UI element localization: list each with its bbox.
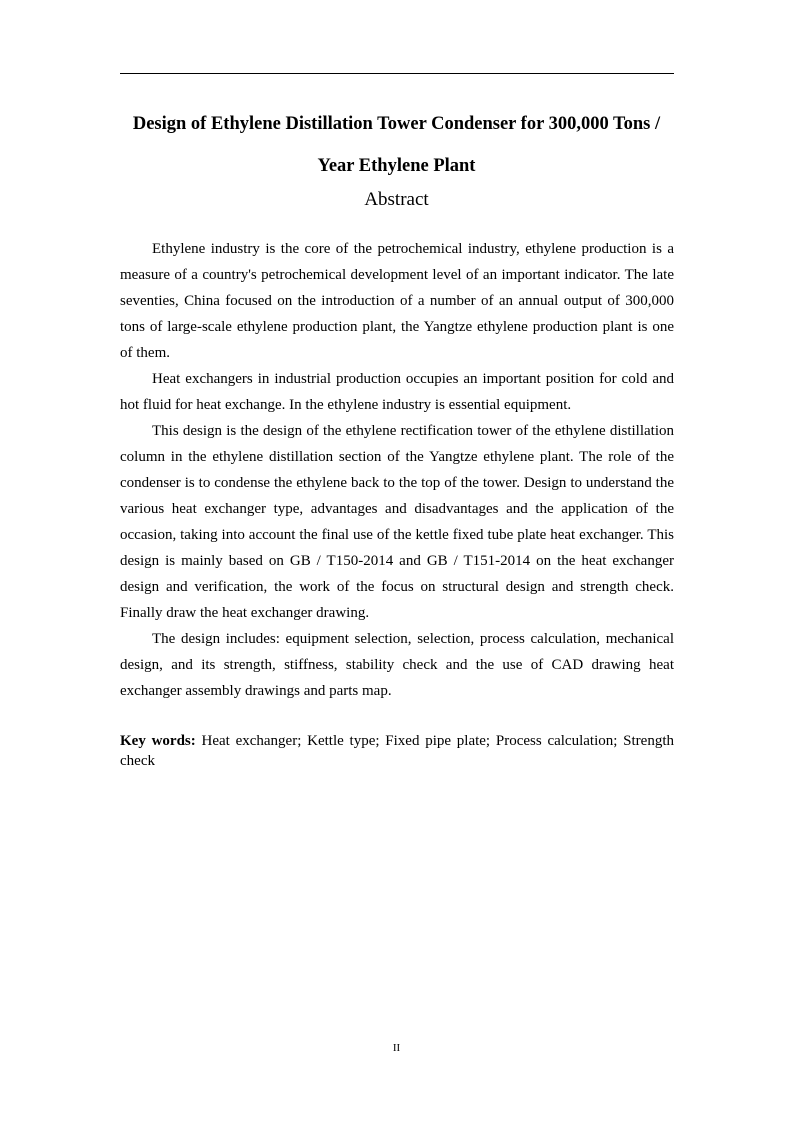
abstract-paragraph: This design is the design of the ethylene rectification tower of the ethylene distillation column in the ethylene distillation section of the Yangtze ethylene plant. The role of the condenser is to condense the ethylene back to the top of the tower. Design to understand the various heat exchanger type, advantages and disadvantages and the application of the occasion, taking into account the final use of the kettle fixed tube plate heat exchanger. This design is mainly based on GB / T150-2014 and GB / T151-2014 on the heat exchanger design and verification, the work of the focus on structural design and strength check. Finally draw the heat exchanger drawing.: [120, 423, 674, 621]
keywords-label: Key words:: [120, 733, 196, 749]
title-line-1: Design of Ethylene Distillation Tower Condenser for 300,000 Tons /: [132, 114, 661, 134]
document-title: [100, 103, 693, 187]
abstract-paragraph: Ethylene industry is the core of the petrochemical industry, ethylene production is a measure of a country's petrochemical development level of an important indicator. The late seventies, China focused on the introduction of a number of an annual output of 300,000 tons of large-scale ethylene production plant, the Yangtze ethylene production plant is one of them.: [120, 241, 674, 361]
abstract-heading: Abstract: [364, 189, 429, 210]
header-rule: [120, 73, 674, 74]
abstract-paragraph: Heat exchangers in industrial production occupies an important position for cold and hot fluid for heat exchange. In the ethylene industry is essential equipment.: [120, 371, 674, 413]
title-line-2: Year Ethylene Plant: [317, 156, 476, 176]
abstract-body: [120, 236, 674, 704]
abstract-paragraph: The design includes: equipment selection, selection, process calculation, mechanical design, and its strength, stiffness, stability check and the use of CAD drawing heat exchanger assembly drawings and parts map.: [120, 631, 674, 699]
page-number: II: [392, 1042, 401, 1054]
keywords: [120, 731, 674, 771]
keywords-text: Heat exchanger; Kettle type; Fixed pipe plate; Process calculation; Strength check: [120, 733, 674, 769]
